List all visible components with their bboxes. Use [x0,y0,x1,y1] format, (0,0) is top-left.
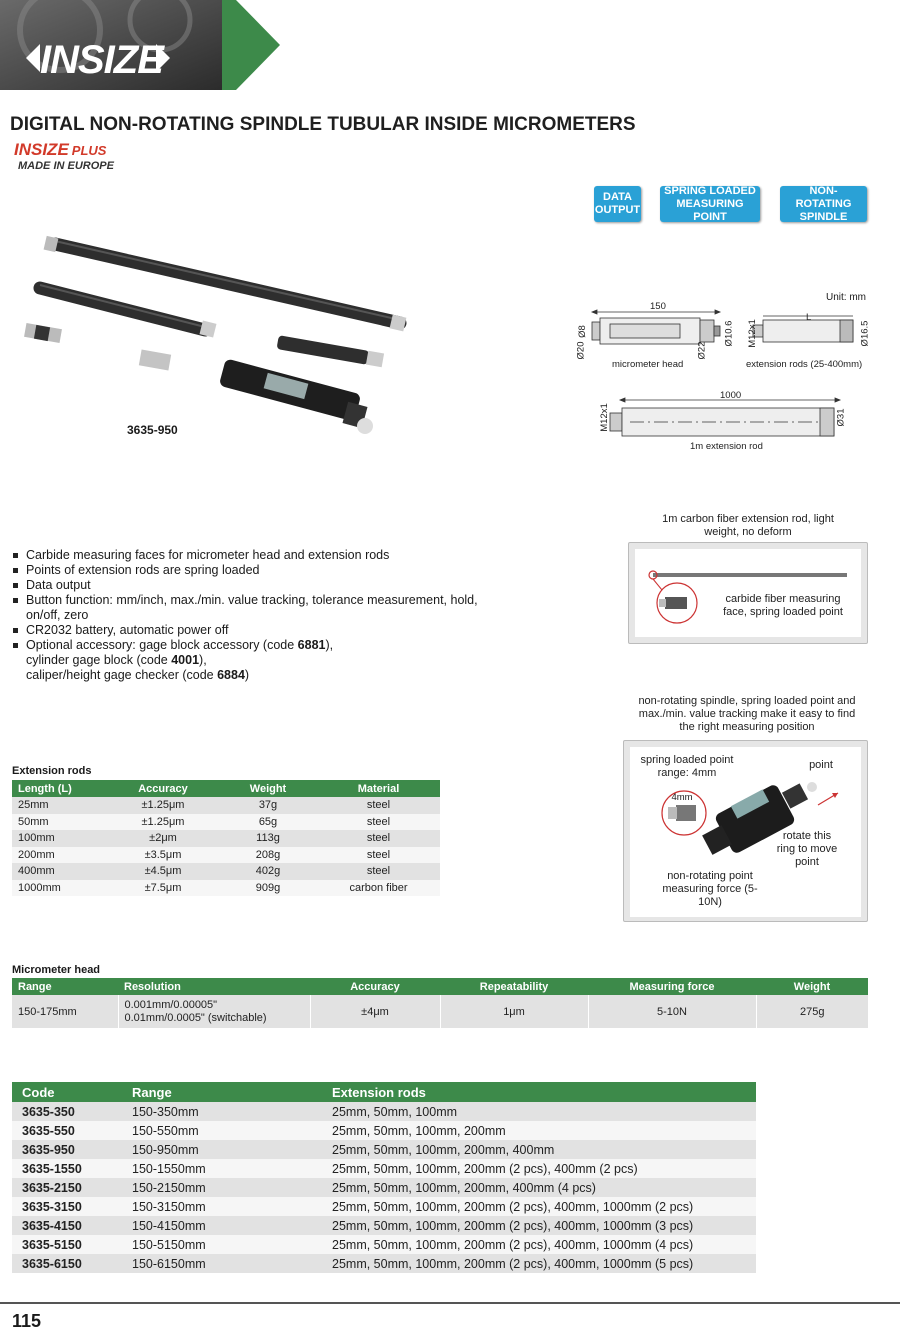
table-row: 3635-5150 150-5150mm 25mm, 50mm, 100mm, 200mm (2 pcs), 400mm, 1000mm (4 pcs) [12,1235,756,1254]
col-length: Length (L) [12,780,107,797]
panel1-caption: 1m carbon fiber extension rod, light weight, no deform [662,513,834,538]
head-dim-d20: Ø20 [575,341,587,360]
extension-rods-title: Extension rods [12,765,92,777]
logo-arrow-right-icon [156,44,170,72]
insize-plus-logo [14,140,106,160]
force-note: non-rotating point measuring force (5-10N) [662,870,758,908]
long-rod-caption: 1m extension rod [690,441,763,452]
table-row: 1000mm ±7.5μm 909g carbon fiber [12,880,440,897]
micrometer-head-title: Micrometer head [12,964,101,976]
rod-dim-length: L [806,312,812,323]
head-dim-d8: Ø8 [576,325,588,338]
table-row: 100mm ±2μm 113g steel [12,830,440,847]
table-row: 3635-4150 150-4150mm 25mm, 50mm, 100mm, 200mm (2 pcs), 400mm, 1000mm (3 pcs) [12,1216,756,1235]
rod-25 [139,350,171,371]
table-row: 3635-350 150-350mm 25mm, 50mm, 100mm [12,1102,756,1121]
table-header-row [12,780,440,797]
panel-spindle [623,740,868,922]
feature-item: Carbide measuring faces for micrometer head and extension rods [12,548,492,563]
product-model-label: 3635-950 [127,423,178,437]
table-row: 3635-550 150-550mm 25mm, 50mm, 100mm, 200mm [12,1121,756,1140]
page-title: DIGITAL NON-ROTATING SPINDLE TUBULAR INSIDE MICROMETERS [10,114,636,135]
rod-1000 [44,236,407,332]
product-image [15,228,425,438]
long-rod-diameter: Ø31 [835,408,847,427]
table-row: 3635-6150 150-6150mm 25mm, 50mm, 100mm, 200mm (2 pcs), 400mm, 1000mm (5 pcs) [12,1254,756,1273]
plus-logo-word: INSIZE [14,140,69,159]
rod-dim-thread: M12x1 [746,319,758,348]
long-rod-thread: M12x1 [598,403,610,432]
unit-label: Unit: mm [826,292,866,303]
rod-400 [40,285,216,337]
feature-item: Points of extension rods are spring loaded [12,563,492,578]
panel2-caption: non-rotating spindle, spring loaded point and max./min. value tracking make it easy to find the right measuring position [638,695,856,733]
header-banner [0,0,280,90]
head-dim-d22: Ø22 [696,341,708,360]
head-caption: micrometer head [612,359,684,370]
brand-logo: INSIZE [40,38,163,82]
table-row: 3635-950 150-950mm 25mm, 50mm, 100mm, 200mm, 400mm [12,1140,756,1159]
micrometer-head-table [12,978,868,1028]
long-rod-length-dim: 1000 [720,390,742,401]
head-length-dim: 150 [650,301,666,312]
spring-note: spring loaded point range: 4mm [640,754,734,779]
feature-item-accessory: Optional accessory: gage block accessory (code 6881), cylinder gage block (code 4001), caliper/height gage checker (code 6884) [12,638,492,683]
plus-logo-suffix: PLUS [71,143,107,158]
table-row: 150-175mm 0.001mm/0.00005" 0.01mm/0.0005" (switchable) ±4μm 1μm 5-10N 275g [12,995,868,1028]
table-row: 3635-3150 150-3150mm 25mm, 50mm, 100mm, 200mm (2 pcs), 400mm, 1000mm (2 pcs) [12,1197,756,1216]
head-dim-d10-6: Ø10.6 [723,320,735,347]
feature-item: CR2032 battery, automatic power off [12,623,492,638]
panel1-note: carbide fiber measuring face, spring loaded point [723,593,843,618]
codes-table [12,1082,756,1273]
mm-label: 4mm [671,792,693,803]
rod-caption: extension rods (25-400mm) [746,359,863,370]
badge-data-output: DATA OUTPUT [594,186,641,222]
footer-divider [0,1302,900,1304]
table-row: 3635-1550 150-1550mm 25mm, 50mm, 100mm, 200mm (2 pcs), 400mm (2 pcs) [12,1159,756,1178]
feature-list [12,548,492,683]
table-row: 200mm ±3.5μm 208g steel [12,847,440,864]
panel-carbon-rod [628,542,868,644]
table-row: 50mm ±1.25μm 65g steel [12,814,440,831]
ring-note: rotate this ring to move point [776,830,838,868]
rod-200 [276,335,384,367]
page-number: 115 [12,1311,42,1331]
feature-item: Data output [12,578,492,593]
micrometer-head [219,358,373,434]
rod-dim-diameter: Ø16.5 [859,320,871,347]
point-label: point [809,759,833,771]
table-header-row: Code Range Extension rods [12,1082,756,1102]
made-in-label: MADE IN EUROPE [18,160,114,172]
col-material: Material [317,780,440,797]
logo-arrow-left-icon [26,44,40,72]
col-accuracy: Accuracy [107,780,219,797]
table-row: 25mm ±1.25μm 37g steel [12,797,440,814]
table-row: 3635-2150 150-2150mm 25mm, 50mm, 100mm, 200mm, 400mm (4 pcs) [12,1178,756,1197]
col-weight: Weight [219,780,317,797]
table-header-row: Range Resolution Accuracy Repeatability Measuring force Weight [12,978,868,995]
rod-50 [24,323,62,343]
feature-item: Button function: mm/inch, max./min. value tracking, tolerance measurement, hold, on/off, zero [12,593,492,623]
extension-rods-table [12,780,440,896]
badge-non-rotating: NON-ROTATING SPINDLE [780,186,867,222]
table-row: 400mm ±4.5μm 402g steel [12,863,440,880]
badge-spring-loaded: SPRING LOADED MEASURING POINT [660,186,760,222]
